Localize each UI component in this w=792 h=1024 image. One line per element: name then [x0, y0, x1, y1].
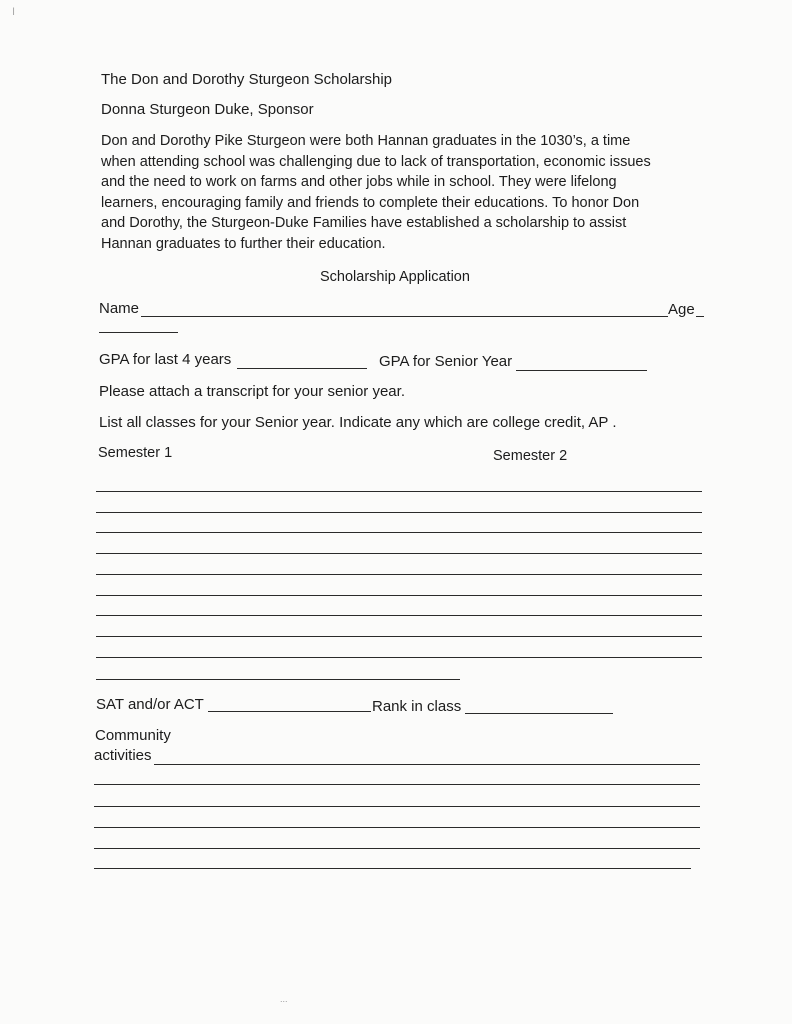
class-line[interactable]	[96, 491, 702, 492]
transcript-note: Please attach a transcript for your senior year.	[99, 383, 405, 400]
sat-act-label: SAT and/or ACT	[96, 696, 204, 713]
age-field-continued[interactable]	[99, 332, 178, 333]
community-label: Community	[95, 727, 171, 744]
class-line[interactable]	[96, 595, 702, 596]
class-line[interactable]	[96, 657, 702, 658]
gpa-senior-label: GPA for Senior Year	[379, 353, 513, 370]
activity-line[interactable]	[94, 784, 700, 785]
class-line[interactable]	[96, 574, 702, 575]
activity-line[interactable]	[94, 827, 700, 828]
intro-line: learners, encouraging family and friends to complete their educations. To honor Don	[101, 194, 640, 211]
age-field[interactable]	[696, 316, 704, 317]
intro-line: and the need to work on farms and other jobs while in school. They were lifelong	[101, 174, 617, 190]
intro-line: and Dorothy, the Sturgeon-Duke Families have established a scholarship to assist	[101, 215, 627, 231]
gpa-senior-field[interactable]	[516, 370, 647, 371]
community-activities-field[interactable]	[154, 764, 700, 765]
class-line[interactable]	[96, 532, 702, 533]
rank-field[interactable]	[465, 713, 613, 714]
application-heading: Scholarship Application	[320, 269, 470, 285]
gpa-4-years-field[interactable]	[237, 368, 367, 369]
intro-line: Don and Dorothy Pike Sturgeon were both Hannan graduates in the 1030’s, a time	[101, 133, 631, 149]
rank-label: Rank in class	[372, 698, 462, 715]
activity-line[interactable]	[94, 848, 700, 849]
class-line[interactable]	[96, 512, 702, 513]
scholarship-title: The Don and Dorothy Sturgeon Scholarship	[101, 71, 393, 88]
sat-act-field[interactable]	[208, 711, 371, 712]
semester-1-label: Semester 1	[98, 445, 173, 461]
name-label: Name	[99, 300, 140, 317]
intro-paragraph	[101, 131, 681, 254]
intro-line: when attending school was challenging due to lack of transportation, economic issues	[101, 153, 651, 170]
class-line[interactable]	[96, 553, 702, 554]
name-field[interactable]	[141, 316, 668, 317]
activities-label: activities	[94, 747, 152, 764]
class-line[interactable]	[96, 636, 702, 637]
semester-2-label: Semester 2	[493, 448, 568, 464]
class-line[interactable]	[96, 679, 460, 680]
margin-mark: I	[12, 6, 16, 18]
footer-mark: ...	[280, 994, 288, 1004]
sponsor-line: Donna Sturgeon Duke, Sponsor	[101, 101, 314, 118]
age-label: Age	[668, 301, 695, 318]
activity-line[interactable]	[94, 806, 700, 807]
class-line[interactable]	[96, 615, 702, 616]
activity-line[interactable]	[94, 868, 691, 869]
gpa-4-years-label: GPA for last 4 years	[99, 351, 232, 368]
intro-line: Hannan graduates to further their education.	[101, 235, 386, 252]
classes-note: List all classes for your Senior year. Indicate any which are college credit, AP .	[99, 414, 617, 431]
